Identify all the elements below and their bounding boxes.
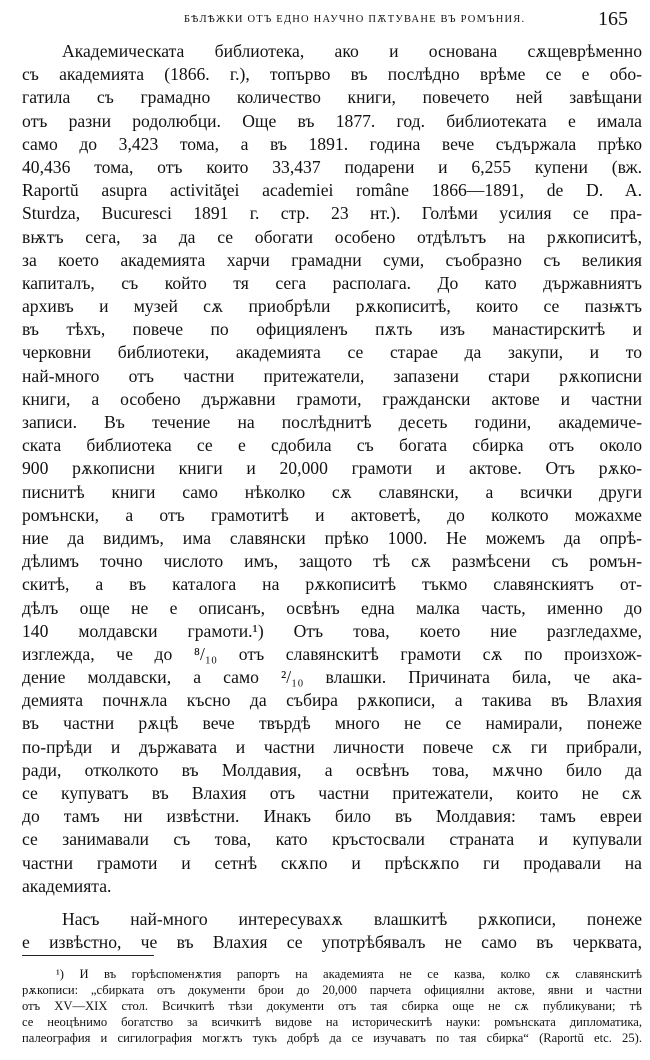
text-line: Sturdza, Bucuresci 1891 г. стр. 23 нт.). Голѣми усилия се пра-	[22, 203, 642, 224]
text-line: демията почнѫла късно да събира рѫкописи, а такива въ Влахия	[22, 690, 642, 711]
text-line: дѣлимъ точно числото имъ, защото тѣ сѫ размѣсени съ ромън-	[22, 551, 642, 572]
text-line: ската библиотека се е сдобила съ богата сбирка отъ около	[22, 435, 642, 456]
text-line: 40,436 тома, отъ които 33,437 подарени и 6,255 купени (вж.	[22, 156, 642, 177]
footnote-divider	[22, 955, 154, 956]
text-line: е извѣстно, че въ Влахия се употрѣбявалъ не само въ черквата,	[22, 932, 642, 953]
text-line: се занимавали съ това, като кръстосвали страната и купували	[22, 829, 642, 850]
text-line: архивъ и музей сѫ приобрѣли рѫкописитѣ, които се пазѭтъ	[22, 296, 642, 317]
text-line: Насъ най-много интересувахѫ влашкитѣ рѫкописи, понеже	[62, 908, 642, 929]
footnote-line: ¹) И въ горѣспоменѫтия рапортъ на академията не се казва, колко сѫ славянскитѣ	[56, 967, 642, 981]
text-line: Академическата библиотека, ако и основана сѫщеврѣменно	[62, 41, 642, 61]
text-line: отъ разни родолюбци. Още въ 1877. год. библиотеката е имала	[22, 110, 642, 131]
body-text	[22, 40, 642, 954]
footnote-line: отъ XV—XIX стол. Всичкитѣ тѣзи документи отъ тая сбирка още не сѫ публикувани; тѣ	[22, 999, 642, 1013]
text-line: за което академията харчи грамадни суми, съобразно съ великия	[22, 249, 642, 270]
text-line: гатила съ грамадно количество книги, повечето ней завѣщани	[22, 87, 642, 108]
text-line: по-прѣди и държавата и частни личности повече сѫ ги прибрали,	[22, 736, 642, 757]
text-line: изглежда, че до ⁸/₁₀ отъ славянскитѣ грамоти сѫ по произхож-	[22, 643, 642, 664]
text-line: черковни библиотеки, академията се старае да закупи, и то	[22, 342, 642, 363]
running-head	[0, 8, 650, 34]
text-line: книги, а особено държавни грамоти, граждански актове и частни	[22, 388, 642, 409]
text-line: капиталъ, съ който тя сега располага. До като държавниятъ	[22, 272, 642, 293]
text-line: ние да видимъ, има славянски прѣко 1000. Не можемъ да опрѣ-	[22, 527, 642, 548]
text-line: академията.	[22, 875, 112, 896]
text-line: се купуватъ въ Влахия отъ частни притежатели, които не сѫ	[22, 783, 642, 803]
text-line: въ частни рѫцѣ вече твърдѣ много не се намирали, понеже	[22, 713, 642, 734]
paragraph	[22, 908, 642, 954]
text-line: записи. Въ течение на послѣднитѣ десеть години, академиче-	[22, 412, 642, 432]
text-line: скитѣ, а въ каталога на рѫкописитѣ тъкмо славянскиятъ от-	[22, 574, 642, 595]
footnote	[22, 966, 642, 1046]
running-title: БѢЛѢЖКИ ОТЪ ЕДНО НАУЧНО ПѪТУВАНЕ ВЪ РОМЪНИЯ.	[184, 14, 526, 25]
text-line: 900 рѫкописни книги и 20,000 грамоти и актове. Отъ рѫко-	[22, 458, 642, 479]
text-line: най-много отъ частни притежатели, запазени стари рѫкописни	[22, 365, 642, 386]
text-line: ромънски, а отъ грамотитѣ и актоветѣ, до колкото можахме	[22, 504, 642, 525]
text-line: до тамъ ни извѣстни. Инакъ било въ Молдавия: тамъ евреи	[22, 806, 642, 827]
text-line: Raportŭ asupra activităţei academiei române 1866—1891, de D. A.	[22, 180, 642, 201]
text-line: 140 молдавски грамоти.¹) Отъ това, което ние разгледахме,	[22, 620, 642, 641]
paragraph	[22, 40, 642, 898]
text-line: вѭтъ сега, за да се обогати особено отдѣлътъ на рѫкописитѣ,	[22, 226, 642, 247]
text-line: дение молдавски, а само ²/₁₀ влашки. Причината била, че ака-	[22, 667, 642, 688]
footnote-line: палеография и сигилография могѫтъ тукъ добрѣ да се изучаватъ по тая сбирка“ (Raportŭ etc. 25).	[22, 1031, 642, 1045]
text-line: частни грамоти и сетнѣ скѫпо и прѣскѫпо ги продавали на	[22, 852, 642, 873]
footnote-line: се неоцѣнимо богатство за всичкитѣ видове на историческитѣ науки: ромънската дипломатика,	[22, 1015, 642, 1029]
text-line: въ тѣхъ, повече по официяленъ пѫть изъ манастирскитѣ и	[22, 319, 642, 340]
text-line: ради, отколкото въ Молдавия, а освѣнъ това, мѫчно било да	[22, 759, 642, 780]
text-line: дѣлъ още не е описанъ, освѣнъ една малка часть, именно до	[22, 597, 642, 618]
text-line: писнитѣ книги само нѣколко сѫ славянски, а всички други	[22, 481, 642, 502]
text-line: само до 3,423 тома, а въ 1891. година вече съдържала прѣко	[22, 133, 642, 154]
footnote-line: рѫкописи: „сбирката отъ документи брои до 20,000 парчета официялни актове, явни и частни	[22, 983, 642, 997]
text-line: съ академията (1866. г.), топърво въ послѣдно врѣме се е обо-	[22, 64, 642, 85]
page-number: 165	[598, 8, 628, 30]
